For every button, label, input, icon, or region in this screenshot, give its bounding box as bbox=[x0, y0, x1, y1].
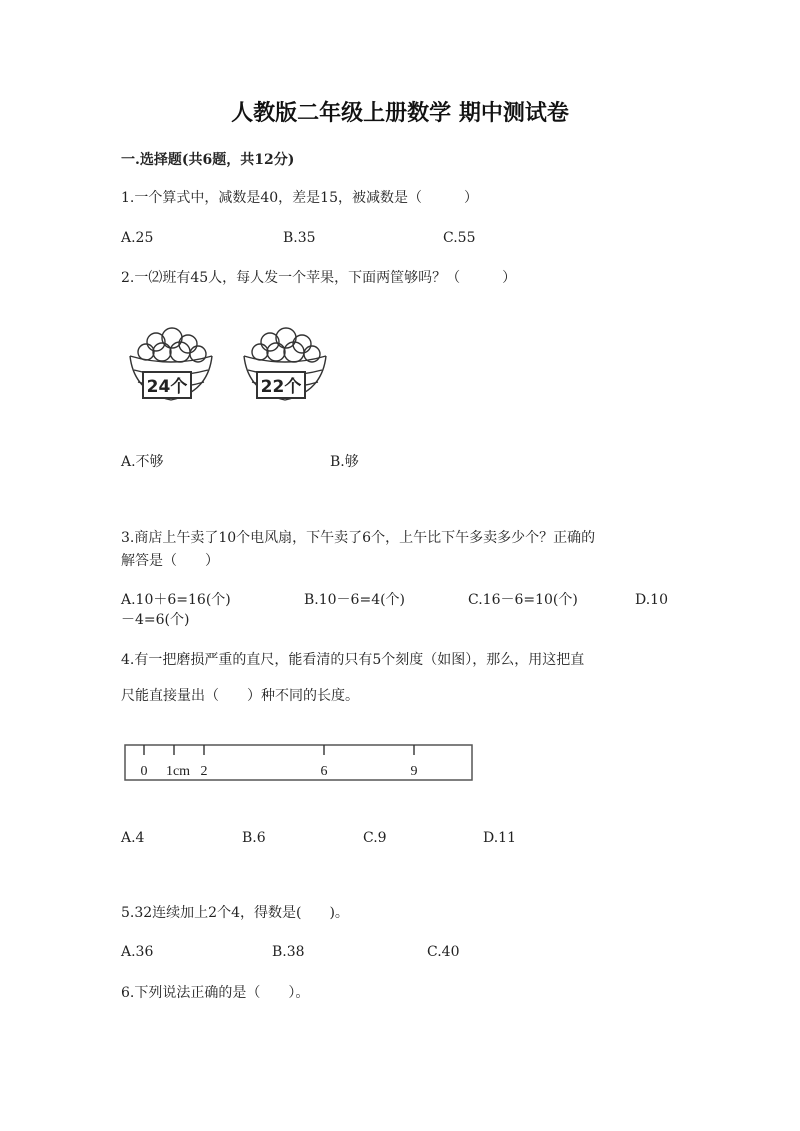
worn-ruler bbox=[124, 744, 474, 782]
question-1-stem: 1.一个算式中，减数是40，差是15，被减数是（ ） bbox=[121, 190, 478, 206]
ruler-label-2: 2 bbox=[200, 764, 208, 779]
question-3-option-d: D.10 bbox=[635, 592, 668, 608]
question-5-stem: 5.32连续加上2个4，得数是( )。 bbox=[121, 905, 349, 921]
basket-1-label: 24个 bbox=[146, 377, 188, 397]
question-1-option-a: A.25 bbox=[121, 230, 154, 246]
section-heading: 一.选择题(共6题，共12分) bbox=[121, 152, 295, 168]
question-3-option-a: A.10＋6=16(个) bbox=[121, 592, 231, 608]
page-title: 人教版二年级上册数学 期中测试卷 bbox=[231, 100, 569, 126]
question-3-option-c: C.16－6=10(个) bbox=[468, 592, 578, 608]
question-2-option-a: A.不够 bbox=[121, 454, 164, 470]
question-3-option-b: B.10－6=4(个) bbox=[304, 592, 406, 608]
question-5-option-b: B.38 bbox=[272, 944, 305, 960]
question-5-option-c: C.40 bbox=[427, 944, 460, 960]
question-4-option-c: C.9 bbox=[363, 830, 387, 846]
apple-basket-1 bbox=[126, 322, 216, 404]
apple-basket-2 bbox=[240, 322, 330, 404]
question-4-option-b: B.6 bbox=[242, 830, 266, 846]
question-1-option-c: C.55 bbox=[443, 230, 476, 246]
question-2-stem: 2.一⑵班有45人，每人发一个苹果，下面两筐够吗？（ ） bbox=[121, 270, 517, 286]
ruler-label-1cm: 1cm bbox=[165, 764, 191, 779]
question-4-stem-line1: 4.有一把磨损严重的直尺，能看清的只有5个刻度（如图），那么，用这把直 bbox=[121, 652, 585, 668]
question-4-option-d: D.11 bbox=[483, 830, 516, 846]
question-3-stem-line2: 解答是（ ） bbox=[121, 553, 219, 569]
basket-2-label: 22个 bbox=[260, 377, 302, 397]
ruler-label-0: 0 bbox=[140, 764, 148, 779]
question-3-option-d-continued: －4=6(个) bbox=[121, 612, 190, 628]
question-6-stem: 6.下列说法正确的是（ ）。 bbox=[121, 985, 310, 1001]
question-5-option-a: A.36 bbox=[121, 944, 154, 960]
question-2-option-b: B.够 bbox=[330, 454, 359, 470]
question-3-stem-line1: 3.商店上午卖了10个电风扇，下午卖了6个，上午比下午多卖多少个？正确的 bbox=[121, 530, 596, 546]
question-1-option-b: B.35 bbox=[283, 230, 316, 246]
question-4-stem-line2: 尺能直接量出（ ）种不同的长度。 bbox=[121, 688, 359, 704]
ruler-label-9: 9 bbox=[410, 764, 418, 779]
question-4-option-a: A.4 bbox=[121, 830, 145, 846]
ruler-label-6: 6 bbox=[320, 764, 328, 779]
